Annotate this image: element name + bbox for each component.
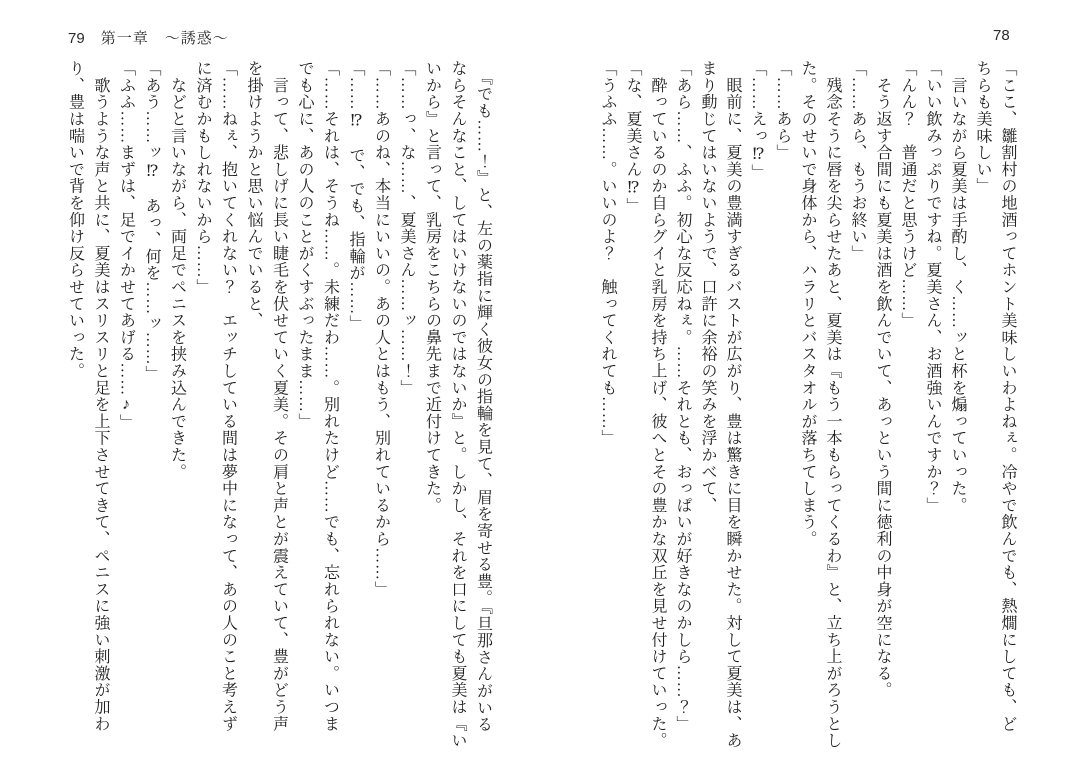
text-column: 酔っているのか自らグイと乳房を持ち上げ、彼へとその豊かな双丘を見せ付けていった。 [649,60,666,749]
running-header-right [993,27,1010,44]
text-column: 『でも……！』と、左の薬指に輝く彼女の指輪を見て、眉を寄せる豊。『旦那さんがいる [474,60,492,733]
text-column: でも心に、あの人のことがくすぶったまま……」 [296,60,313,430]
text-column: 歌うような声と共に、夏美はスリスリと足を上下させてきて、ペニスに強い刺激が加わ [92,60,109,732]
text-column: ちらも美味しい」 [974,60,991,195]
page-79 [62,60,496,752]
text-column: 「……⁉ で、でも、指輪が……」 [347,60,364,332]
text-column: り、豊は喘いで背を仰け反らせていった。 [66,60,84,380]
text-column: 「……えっ⁉」 [749,60,766,181]
text-column: 眼前に、夏美の豊満すぎるバストが広がり、豊は驚きに目を瞬かせた。対して夏美は、あ [724,60,741,749]
text-column: 「あう……ッ⁉ あっ、何を……ッ……」 [143,60,160,383]
text-column: 「んん？ 普通だと思うけど……」 [899,60,916,329]
text-column: ならそんなこと、してはいけないのではないか』と。しかし、それを口にしても夏美は『い [449,60,466,749]
text-column: 「……あら、もうお終い」 [849,60,866,262]
text-column: 言いながら夏美は手酌し、く……ッと杯を煽っていった。 [949,60,966,514]
text-column: などと言いながら、両足でペニスを挟み込んできた。 [168,60,186,480]
text-column: 「ふふ……まずは、足でイかせてあげる……♪」 [117,60,135,431]
text-column: 「いい飲みっぷりですね。夏美さん、お酒強いんですか？」 [924,60,941,514]
running-header-left [68,27,229,48]
text-column: 「……あら」 [774,60,791,161]
text-column: 「な、夏美さん⁉」 [624,60,641,215]
text-column: 「……それは、そうね……。未練だわ……。別れたけど……でも、忘れられない。いつま [321,60,339,732]
text-column: 「うふふ……。いいのよ？ 触ってくれても……」 [599,60,616,447]
text-column: 言って、悲しげに長い睫毛を伏せていく夏美。その肩と声とが震えていて、豊がどう声 [270,60,288,732]
text-column: まり動じてはいないようで、口許に余裕の笑みを浮かべて、 [699,60,716,514]
chapter-title: 第一章 ～誘惑～ [100,30,229,47]
text-column: 「……っ、な……、夏美さん……ッ……！」 [398,60,415,396]
text-column: た。そのせいで身体から、ハラリとバスタオルが落ちてしまう。 [799,60,816,548]
text-column: そう返す合間にも夏美は酒を飲んでいて、あっという間に徳利の中身が空になる。 [874,60,891,699]
text-column: 「……あのね、本当にいいの。あの人とはもう、別れているから……」 [372,60,390,598]
page-number-left: 79 [68,30,85,47]
text-column: 「……ねぇ、抱いてくれない？ エッチしている間は夢中になって、あの人のこと考えず [219,60,237,732]
text-column: を掛けようかと思い悩んでいると、 [245,60,262,329]
text-column: に済むかもしれないから……」 [194,60,211,296]
page-number-right: 78 [993,27,1010,44]
page-78 [595,60,1020,752]
text-column: 残念そうに唇を尖らせたあと、夏美は『もう一本もらってくるわ』と、立ち上がろうとし [824,60,841,749]
text-column: 「あら……、ふふ。初心な反応ねぇ。……それとも、おっぱいが好きなのかしら……？」 [674,60,691,732]
text-column: 「ここ、雛割村の地酒ってホント美味しいわよねぇ。冷やで飲んでも、熱燗にしても、ど [999,60,1016,732]
text-column: いから』と言って、乳房をこちらの鼻先まで近付けてきた。 [423,60,441,514]
